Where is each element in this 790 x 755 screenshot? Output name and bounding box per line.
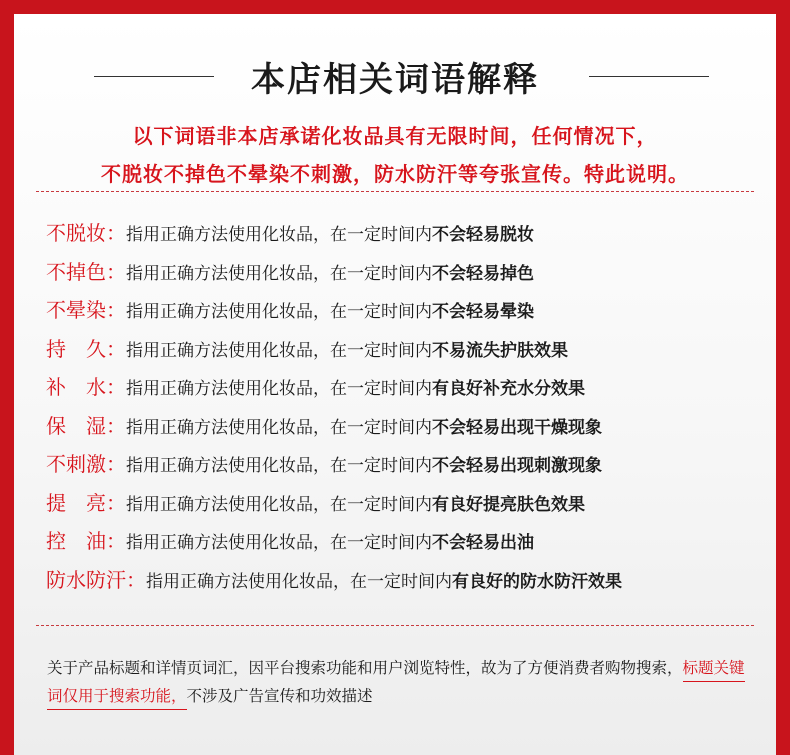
term-label: 不刺激： — [46, 452, 126, 476]
title-right-rule — [589, 76, 709, 77]
term-effect: 有良好补充水分效果 — [432, 379, 585, 399]
term-effect: 不会轻易出现刺激现象 — [432, 456, 602, 476]
top-dashed-divider — [36, 191, 754, 192]
footer-text-after: 不涉及广告宣传和功效描述 — [186, 687, 373, 705]
term-definition: 指用正确方法使用化妆品，在一定时间内 — [126, 225, 432, 245]
term-definition: 指用正确方法使用化妆品，在一定时间内 — [126, 417, 432, 438]
term-label: 不脱妆： — [46, 221, 126, 245]
term-effect: 有良好提亮肤色效果 — [432, 494, 585, 515]
term-effect: 不会轻易掉色 — [432, 263, 534, 284]
term-label: 持 久： — [46, 336, 126, 361]
term-row — [46, 489, 766, 528]
term-label: 保 湿： — [46, 413, 126, 438]
term-row — [46, 566, 766, 605]
term-label: 控 油： — [46, 529, 126, 553]
intro-line-1: 以下词语非本店承诺化妆品具有无限时间，任何情况下， — [132, 124, 658, 148]
term-row — [46, 527, 766, 566]
term-definition: 指用正确方法使用化妆品，在一定时间内 — [146, 571, 452, 592]
terms-list — [46, 219, 766, 604]
footer-highlight: 标题关键词仅用于搜索功能， — [47, 659, 745, 710]
term-row — [46, 412, 766, 451]
term-effect: 不会轻易出油 — [432, 533, 534, 553]
term-effect: 不易流失护肤效果 — [432, 340, 568, 361]
term-effect: 不会轻易出现干燥现象 — [432, 417, 602, 438]
term-definition: 指用正确方法使用化妆品，在一定时间内 — [126, 456, 432, 476]
term-definition: 指用正确方法使用化妆品，在一定时间内 — [126, 494, 432, 515]
term-row — [46, 219, 766, 258]
bottom-dashed-divider — [36, 625, 754, 626]
term-label: 防水防汗： — [46, 567, 146, 592]
term-row — [46, 373, 766, 412]
term-label: 不晕染： — [46, 298, 126, 322]
term-row — [46, 335, 766, 374]
term-definition: 指用正确方法使用化妆品，在一定时间内 — [126, 379, 432, 399]
page-title: 本店相关词语解释 — [251, 60, 539, 100]
term-effect: 有良好的防水防汗效果 — [452, 571, 622, 592]
term-label: 提 亮： — [46, 490, 126, 515]
term-definition: 指用正确方法使用化妆品，在一定时间内 — [126, 263, 432, 284]
intro-line-2: 不脱妆不掉色不晕染不刺激，防水防汗等夸张宣传。特此说明。 — [101, 162, 689, 186]
term-label: 不掉色： — [46, 259, 126, 284]
term-definition: 指用正确方法使用化妆品，在一定时间内 — [126, 533, 432, 553]
term-label: 补 水： — [46, 375, 126, 399]
term-effect: 不会轻易脱妆 — [432, 225, 534, 245]
footer-text-before: 关于产品标题和详情页词汇，因平台搜索功能和用户浏览特性，故为了方便消费者购物搜索， — [47, 659, 683, 677]
title-row — [14, 52, 776, 100]
term-row — [46, 258, 766, 297]
term-definition: 指用正确方法使用化妆品，在一定时间内 — [126, 340, 432, 361]
explanation-card — [14, 14, 776, 755]
term-row — [46, 450, 766, 489]
term-row — [46, 296, 766, 335]
term-effect: 不会轻易晕染 — [432, 302, 534, 322]
footer-note — [47, 654, 752, 710]
term-definition: 指用正确方法使用化妆品，在一定时间内 — [126, 302, 432, 322]
